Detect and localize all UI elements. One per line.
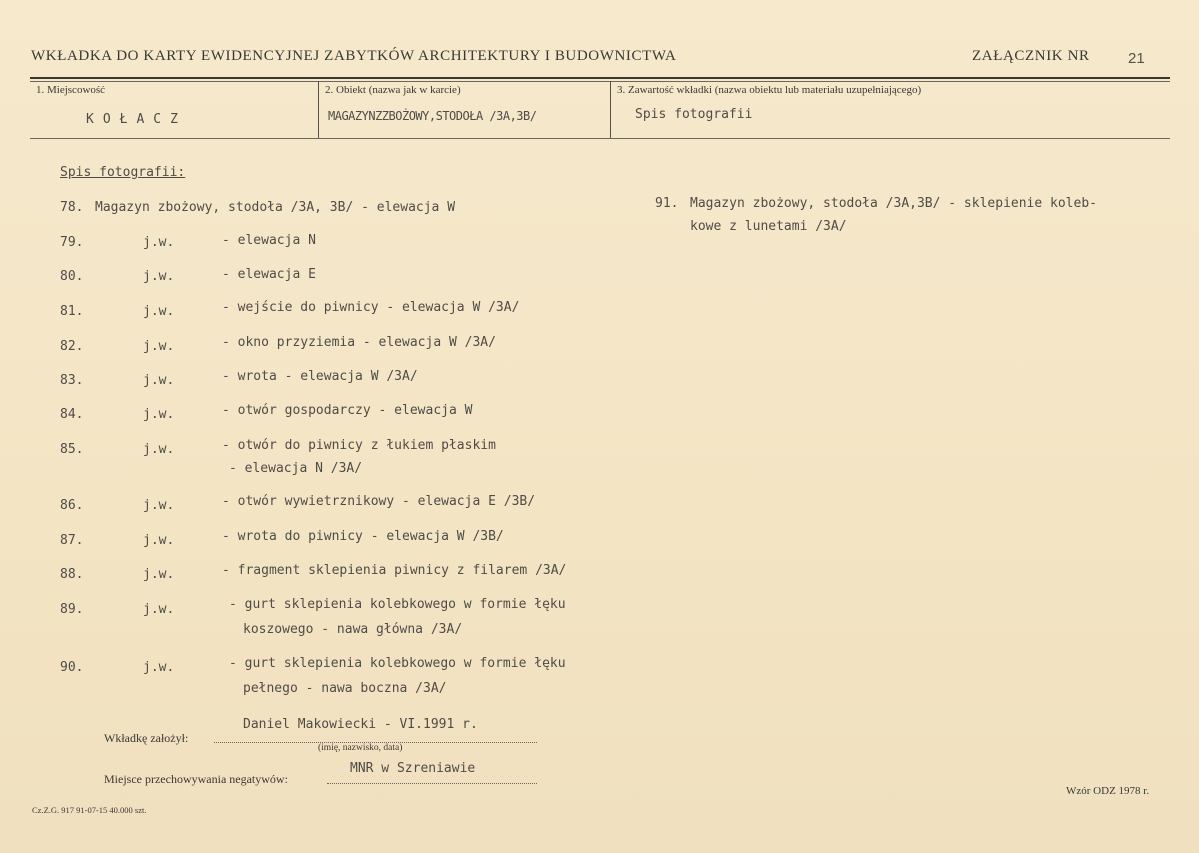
object-value: MAGAZYNZZBOŻOWY,STODOŁA /3A,3B/ xyxy=(328,109,537,123)
entry-89-ref: j.w. xyxy=(143,602,175,617)
entry-85-number: 85. xyxy=(60,442,84,457)
entry-89-text-cont: koszowego - nawa główna /3A/ xyxy=(243,622,463,637)
created-by-label: Wkładkę założył: xyxy=(104,731,189,745)
entry-86-ref: j.w. xyxy=(143,498,175,513)
field-divider-2 xyxy=(610,81,611,138)
entry-82-ref: j.w. xyxy=(143,339,175,354)
entry-79-number: 79. xyxy=(60,235,84,250)
location-value: KOŁACZ xyxy=(86,112,187,127)
entry-85-text-cont: - elewacja N /3A/ xyxy=(229,461,363,476)
fields-rule-bottom xyxy=(30,138,1170,139)
created-by-value: Daniel Makowiecki - VI.1991 r. xyxy=(243,717,478,732)
entry-80-ref: j.w. xyxy=(143,269,175,284)
location-label: 1. Miejscowość xyxy=(36,84,106,96)
entry-86-number: 86. xyxy=(60,498,84,513)
entry-91-number: 91. xyxy=(655,196,679,211)
entry-79-text: - elewacja N xyxy=(222,233,316,248)
entry-85-ref: j.w. xyxy=(143,442,175,457)
entry-90-text: - gurt sklepienia kolebkowego w formie łęku xyxy=(229,656,566,671)
entry-89-text: - gurt sklepienia kolebkowego w formie łęku xyxy=(229,597,566,612)
entry-90-number: 90. xyxy=(60,660,84,675)
entry-80-text: - elewacja E xyxy=(222,267,316,282)
content-label: 3. Zawartość wkładki (nazwa obiektu lub materiału uzupełniającego) xyxy=(617,84,922,96)
storage-value: MNR w Szreniawie xyxy=(350,761,476,776)
entry-86-text: - otwór wywietrznikowy - elewacja E /3B/ xyxy=(222,494,536,509)
entry-88-number: 88. xyxy=(60,567,84,582)
entry-90-ref: j.w. xyxy=(143,660,175,675)
entry-87-ref: j.w. xyxy=(143,533,175,548)
storage-dotted-line xyxy=(327,783,537,784)
entry-79-ref: j.w. xyxy=(143,235,175,250)
entry-84-ref: j.w. xyxy=(143,407,175,422)
entry-84-text: - otwór gospodarczy - elewacja W xyxy=(222,403,473,418)
entry-80-number: 80. xyxy=(60,269,84,284)
entry-84-number: 84. xyxy=(60,407,84,422)
object-label: 2. Obiekt (nazwa jak w karcie) xyxy=(325,84,461,96)
entry-88-ref: j.w. xyxy=(143,567,175,582)
entry-85-text: - otwór do piwnicy z łukiem płaskim xyxy=(222,438,496,453)
entry-82-text: - okno przyziemia - elewacja W /3A/ xyxy=(222,335,496,350)
header-rule-inner xyxy=(30,81,1170,82)
entry-81-text: - wejście do piwnicy - elewacja W /3A/ xyxy=(222,300,520,315)
entry-78-number: 78. xyxy=(60,200,84,215)
entry-78-text: Magazyn zbożowy, stodoła /3A, 3B/ - elewacja W xyxy=(95,200,456,215)
content-value: Spis fotografii xyxy=(635,107,753,122)
entry-89-number: 89. xyxy=(60,602,84,617)
list-heading: Spis fotografii: xyxy=(60,165,186,180)
annex-label: ZAŁĄCZNIK NR xyxy=(972,48,1090,64)
entry-82-number: 82. xyxy=(60,339,84,354)
entry-88-text: - fragment sklepienia piwnicy z filarem /3A/ xyxy=(222,563,567,578)
entry-83-number: 83. xyxy=(60,373,84,388)
entry-81-number: 81. xyxy=(60,304,84,319)
entry-87-number: 87. xyxy=(60,533,84,548)
entry-83-ref: j.w. xyxy=(143,373,175,388)
field-divider-1 xyxy=(318,81,319,138)
annex-number: 21 xyxy=(1128,50,1145,67)
print-info: Cz.Z.G. 917 91-07-15 40.000 szt. xyxy=(32,805,147,815)
form-title: WKŁADKA DO KARTY EWIDENCYJNEJ ZABYTKÓW ARCHITEKTURY I BUDOWNICTWA xyxy=(31,48,677,64)
entry-91-text: Magazyn zbożowy, stodoła /3A,3B/ - sklepienie koleb- xyxy=(690,196,1097,211)
entry-81-ref: j.w. xyxy=(143,304,175,319)
entry-91-text-cont: kowe z lunetami /3A/ xyxy=(690,219,847,234)
storage-label: Miejsce przechowywania negatywów: xyxy=(104,772,288,786)
entry-90-text-cont: pełnego - nawa boczna /3A/ xyxy=(243,681,447,696)
form-model: Wzór ODZ 1978 r. xyxy=(1066,785,1150,797)
header-rule-top xyxy=(30,77,1170,79)
entry-87-text: - wrota do piwnicy - elewacja W /3B/ xyxy=(222,529,504,544)
entry-83-text: - wrota - elewacja W /3A/ xyxy=(222,369,418,384)
created-by-caption: (imię, nazwisko, data) xyxy=(318,743,403,753)
